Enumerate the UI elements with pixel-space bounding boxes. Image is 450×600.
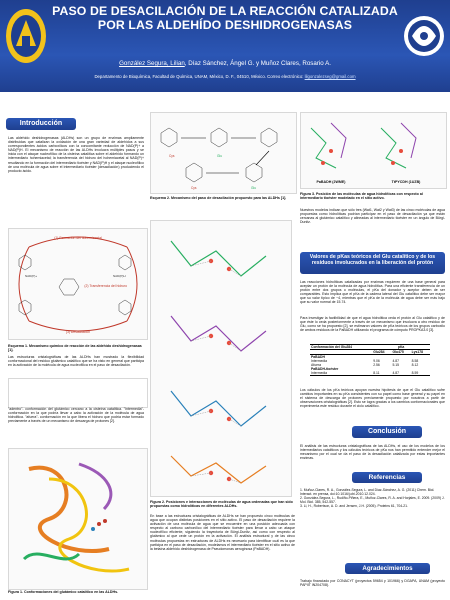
table-row-label: Afuera [311,363,321,367]
table-row-label: Intermedia [311,371,328,375]
scheme2-atom-label: Glu [217,154,222,158]
poster-title: PASO DE DESACILACIÓN DE LA REACCIÓN CATALIZADA POR LAS ALDEHÍDO DESHIDROGENASAS [52,4,398,32]
structure-text: Las estructuras cristalográficas de las ALDHs han mostrado la flexibilidad conformacional del residuo glutámico catalítico que se ha visto en general que participa en la activación de la molécula de agua nucleofílica en el paso de desacilación. [8,355,144,368]
scheme1-step3-label: (3) Desacilación [65,330,91,334]
pka-table [310,344,430,376]
poster-header [0,0,450,92]
pka-heading: Valores de pKas teóricos del Glu catalítico y de los residuos involucrados en la liberación del protón [300,252,445,274]
figure3-thioester-models [300,112,447,189]
scheme2-deacylation-diagram [150,112,297,194]
scheme2-atom-label: Glu [251,186,256,190]
table-cell: 4.87 [392,371,400,375]
placeholder-structure-strip [8,378,148,408]
figure2-text: En base a las estructuras cristalográficas de ALDHs se han propuesto cinco moléculas de agua que ocupan distintas posiciones en el sitio activo. El paso de desacilación requiere la activación de una molécula de agua que se encuentre en una posición adecuada con respecto al carbono carbonílico del intermediario tioéster para llevar a cabo un ataque nucleofílico eficiente, siguiendo la trayectoria de Bürgi-Dunitz, así como con respecto al glutámico al que cede un protón en la activación. El análisis estructural y de las cinco moléculas propuestas en estructuras de ALDHs es necesario para identificar cuál es la que participa en el paso de desacilación, modelamos el intermediario tioéster en el sitio activo de la betaína aldehído deshidrogenasa de Pseudomonas aeruginosa (PaBADH). [150,514,295,551]
pka-table-col-header: Glu475 [392,350,404,354]
reference-item: 1. Muñoz-Clares, R. A., González-Segura, L. and Díaz-Sánchez, A. G. (2011) Chem. Biol. Interact. en prensa, doi:10.1016/j.cbi.2010.12.024. [300,488,435,496]
poster-affiliation [0,74,450,79]
pka-table-conformation-header: Conformación del Glu284 [311,345,353,349]
scheme1-mechanism-diagram [8,228,148,340]
email-link[interactable]: lilgonzalezseg@gmail.com [304,74,356,79]
pka-table-col-header: Lys178 [411,350,424,354]
acknowledgments-heading: Agradecimientos [345,563,430,574]
table-cell: 4.87 [392,359,400,363]
scheme2-atom-label: Cys [169,154,175,158]
first-author: González Segura, Lilian [119,60,185,67]
table-cell: 8.58 [411,359,419,363]
table-group-label: PaBADH-tioéster [311,367,339,371]
figure3-label-left: PaBADH (2WME) [316,180,346,184]
figure3-caption: Figura 3. Posición de las moléculas de agua hidrolíticas con respecto al intermediario tioéster modelado en el sitio activo. [300,192,423,201]
conclusion-heading: Conclusión [352,426,422,438]
affiliation-text: Departamento de Bioquímica, Facultad de Química, UNAM, México, D. F., 04510, México. Correo electrónico: [94,74,305,79]
figure2-caption: Figura 2. Posiciones e interacciones de moléculas de agua ordenadas que han sido propuestas como hidrolíticas en diferentes ALDHs. [150,500,293,509]
scheme1-step1-label: (1) Formación del tiohemiacetal [54,236,102,240]
university-seal-icon [4,6,48,66]
coauthors: , Díaz Sánchez, Ángel G. y Muñoz Clares, Rosario A. [184,60,331,67]
table-cell: 8.59 [411,371,419,375]
acknowledgments-body: Trabajo financiado por CONACYT (proyectos 59654 y 101966) y DGAPA, UNAM (proyecto PAPIIT IN204708). [300,579,445,588]
pka-calc-text: Los cálculos de los pKa teóricos apoyan nuestra hipótesis de que el Glu catalítico sufre cambios importantes en su pKa consistentes con su papel como base general y su papel en el sistema de descarga de protones previamente propuesto por nosotros a partir de observaciones cristalográficas [2]. Esto se logra gracias a los cambios conformacionales que experimenta este residuo durante el ciclo catalítico. [300,388,445,409]
references-heading: Referencias [352,472,422,483]
intro-heading: Introducción [6,118,76,130]
faculty-seal-icon [402,6,446,66]
scheme2-atom-label: Cys [191,186,197,190]
scheme1-step2-label: (2) Transferencia del hidruro [84,284,127,288]
conformation-text: "adentro"- conformación del glutámico cercano a la cisteína catalítica. "Intermedia"- conformación en la que podría llevar a cabo la activación de la molécula de agua hidrolítica. "afuera"- conformación en la que libera el hidruro que podría estar formado previamente a través de un mecanismo de descarga de protones [2]. [8,407,144,424]
table-cell: 8.11 [373,371,380,375]
table-row [310,371,430,376]
intro-body: Las aldehído deshidrogenasas (ALDHs) son un grupo de enzimas ampliamente distribuidas que catalizan la oxidación de una gran variedad de aldehídos a sus correspondientes ácidos carboxílicos con la concomitante reducción de NAD(P)+ a NAD(P)H. El mecanismo de reacción de las ALDHs involucra múltiples pasos y se inicia con el ataque nucleofílico de la cisteína catalítica sobre el aldehído formando un intermediario hohemiacetal; la transferencia del hidruro del hohemiacetal al NAD(P)+ resultando en la formación del intermediario tioéster y NAD(P)H y el ataque nucleofílico de una molécula de agua sobre el intermediario tioéster (desacilación) produciendo el producto ácido. [8,136,144,173]
scheme1-caption: Esquema 1. Mecanismo químico de reacción de las aldehído deshidrogenasas [1]. [8,344,142,353]
table-cell: 9.06 [373,359,380,363]
pka-method: Para investigar la factibilidad de que el agua hidrolítica ceda el protón al Glu catalítico y de que éste lo ceda posteriormente a través de un mecanismo que involucra a otro residuo de Glu, como se ha propuesto [2], se estimaron valores de pKa teóricos de los grupos carboxilo de ambos residuos de la PaBADH utilizando el programa de cómputo PROPKA3.0 [3]. [300,316,445,333]
poster-authors [52,60,398,67]
figure3-label-right: TtPYCDH (1UZB) [391,180,421,184]
scheme1-atom-label: NAD(P)+ [25,274,38,278]
figure1-caption: Figura 1. Conformaciones del glutámico catalítico en las ALDHs. [8,590,119,594]
scheme2-caption: Esquema 2. Mecanismo del paso de desacilación propuesto para las ALDHs [1]. [150,196,287,200]
table-cell: 2.56 [373,363,380,367]
scheme1-atom-label: NAD(P)H [113,274,126,278]
figure1-glutamate-conformations [8,448,148,590]
table-row-label: Intermedia [311,359,328,363]
conclusion-body: El análisis de las estructuras cristalográficas de las ALDHs, el uso de los modelos de los intermediarios catalíticos y los cálculos teóricos de pKa nos han permitido entender mejor el mecanismo por el cual se da el paso de la desacilación catalizada por estas importantes enzimas. [300,444,445,461]
table-cell: 8.12 [411,363,419,367]
reference-item: 2. González-Segura, L., Rudiño-Piñera, E., Muñoz-Clares, R. A. and Horjales, E. 2009. (2009) J. Mol. Biol. 385, 542-557. [300,496,445,504]
models-text: Nuestros modelos indican que sólo tres (Wat1, Wat2 y Wat3) de las cinco moléculas de agua propuestas como hidrolíticas podrían participar en el paso de desacilación ya que están cercanas al glutámico catalítico y alineadas al intermediario tioéster en un ángulo de Bürgi-Dunitz. [300,208,445,225]
figure2-water-positions [150,220,292,497]
pka-table-col-header: Glu284 [373,350,385,354]
reference-item: 3. Li, H., Robertson, A. D. and Jensen, J.H. (2005). Proteins 61, 704-21. [300,504,408,508]
pka-table-pka-header: pKa [397,345,405,349]
table-group-label: PaBADH [311,355,325,359]
table-cell: 5.15 [392,363,400,367]
pka-intro: Las reacciones hidrolíticas catalizadas por enzimas requieren de una base general para aceptar un protón de la molécula de agua hidrolítica. Para una eficiente transferencia de un protón entre dos grupos o moléculas, el pKa del donador y aceptor deben de ser comparables. Esto implica que el pKa de la cadena lateral del Glu catalítico debe ser mayor que su valor típico de ~4, mientras que el pKa de la molécula de agua debe ser más bajo que su valor normal de 15.74. [300,280,445,305]
references-list [300,488,445,508]
